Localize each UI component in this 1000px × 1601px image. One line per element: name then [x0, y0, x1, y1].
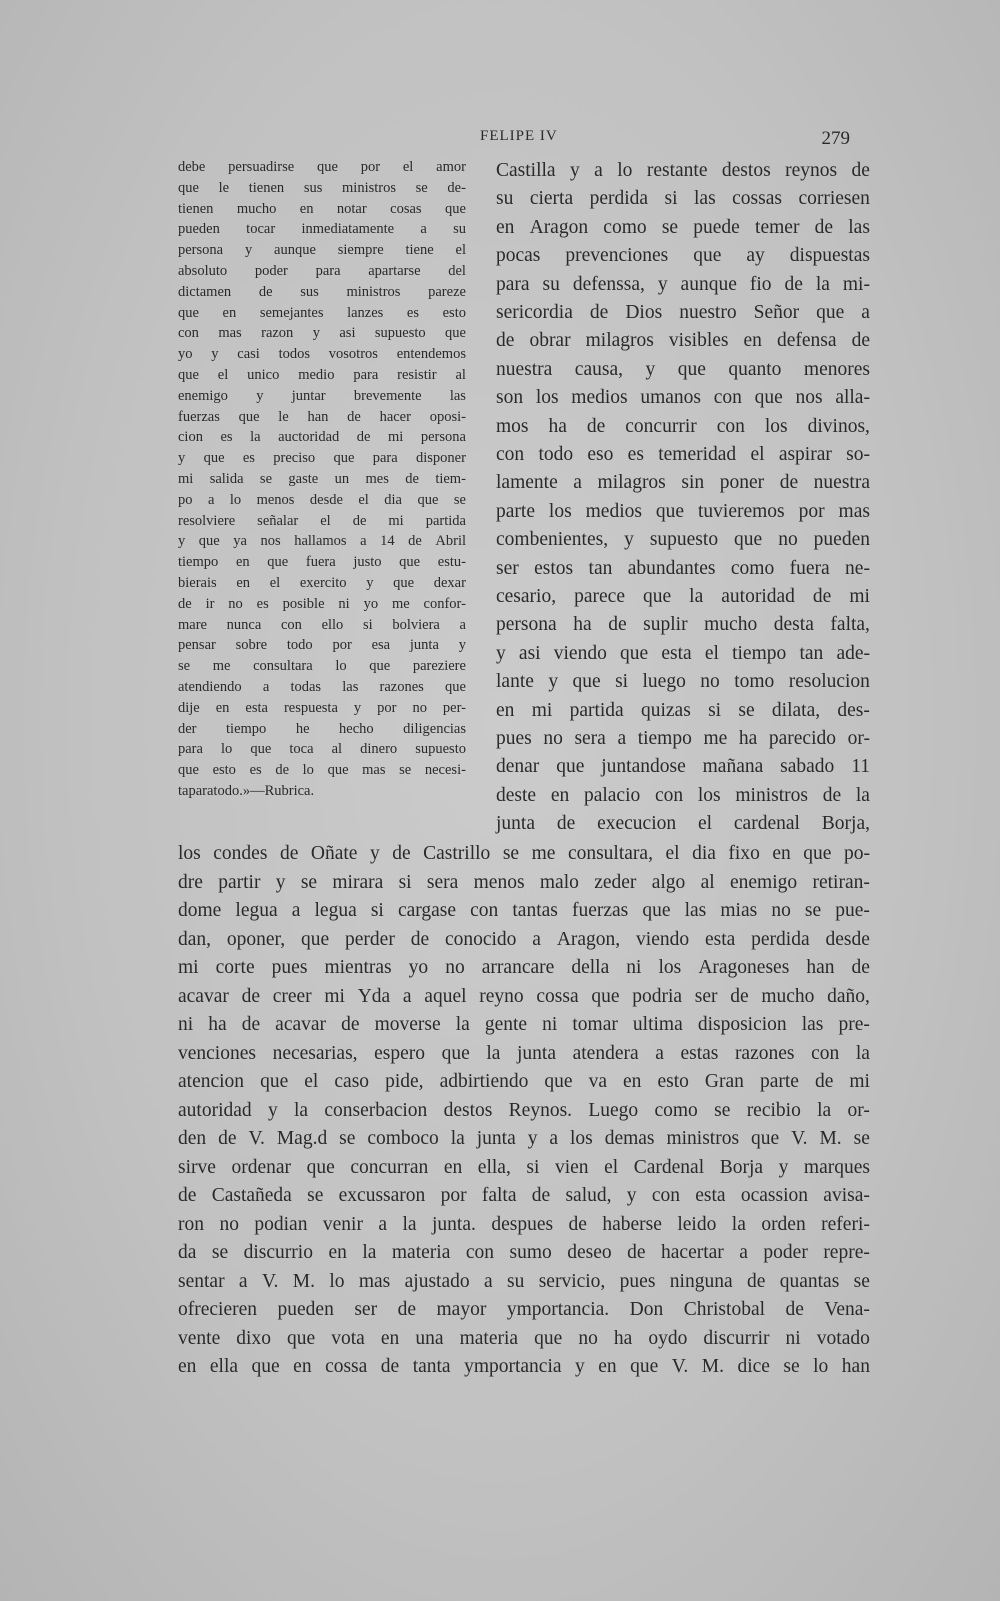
text-line: ta para todo.»—Rubrica.: [178, 783, 315, 799]
text-line: vente dixo que vota en una materia que no ha oydo discurrir ni votado: [178, 1327, 870, 1349]
text-line: denar que juntandose mañana sabado 11: [496, 756, 870, 778]
text-line: los condes de Oñate y de Castrillo se me consultara, el dia fixo en que po-: [178, 843, 870, 864]
text-line: dictamen de sus ministros pareze: [178, 283, 466, 300]
text-line: mos ha de concurrir con los divinos,: [496, 415, 870, 437]
text-line: combenientes, y supuesto que no pueden: [496, 529, 870, 551]
text-line: cion es la auctoridad de mi persona: [178, 429, 466, 446]
text-line: persona ha de suplir mucho desta falta,: [496, 614, 870, 636]
text-line: da se discurrio en la materia con sumo deseo de hacertar a poder repre-: [178, 1242, 870, 1263]
text-line: ni ha de acavar de moverse la gente ni tomar ultima disposicion las pre-: [178, 1014, 870, 1035]
text-line: ser estos tan abundantes como fuera ne-: [496, 557, 870, 579]
text-line: en ella que en cossa de tanta ymportancia y en que V. M. dice se lo han: [178, 1356, 870, 1377]
text-line: tienen mucho en notar cosas que: [178, 200, 466, 217]
text-line: que el unico medio para resistir al: [178, 367, 466, 383]
page-number: 279: [821, 128, 850, 149]
text-line: y asi viendo que esta el tiempo tan ade-: [496, 642, 870, 664]
text-line: para lo que toca al dinero supuesto: [178, 741, 466, 758]
text-line: pocas prevenciones que ay dispuestas: [496, 245, 870, 267]
text-line: persona y aunque siempre tiene el: [178, 242, 466, 259]
text-line: y que ya nos hallamos a 14 de Abril: [178, 533, 466, 550]
text-line: dre partir y se mirara si sera menos malo zeder algo al enemigo retiran-: [178, 871, 870, 893]
text-line: dije en esta respuesta y por no per-: [178, 699, 466, 716]
text-line: atendiendo a todas las razones que: [178, 679, 466, 695]
text-line: se me consultara lo que pareziere: [178, 658, 466, 675]
text-line: atencion que el caso pide, adbirtiendo que va en esto Gran parte de mi: [178, 1071, 870, 1092]
text-line: der tiempo he hecho diligencias: [178, 720, 466, 737]
text-line: bierais en el exercito y que dexar: [178, 575, 466, 591]
text-line: mi salida se gaste un mes de tiem-: [178, 471, 466, 487]
text-line: son los medios umanos con que nos alla-: [496, 387, 870, 409]
running-head-title: FELIPE IV: [480, 128, 558, 144]
text-line: con todo eso es temeridad el aspirar so-: [496, 444, 870, 465]
text-line: cesario, parece que la autoridad de mi: [496, 586, 870, 607]
text-line: ron no podian venir a la junta. despues de haberse leido la orden referi-: [178, 1213, 870, 1235]
text-line: dan, oponer, que perder de conocido a Aragon, viendo esta perdida desde: [178, 928, 870, 950]
text-line: enemigo y juntar brevemente las: [178, 387, 466, 404]
text-line: den de V. Mag.d se comboco la junta y a los demas ministros que V. M. se: [178, 1128, 870, 1149]
text-line: yo y casi todos vosotros entendemos: [178, 346, 466, 363]
text-line: de Castañeda se excussaron por falta de salud, y con esta ocassion avisa-: [178, 1185, 870, 1206]
text-line: para su defenssa, y aunque fio de la mi-: [496, 273, 870, 295]
text-line: pues no sera a tiempo me ha parecido or-: [496, 728, 870, 749]
text-line: que en semejantes lanzes es esto: [178, 304, 466, 321]
text-line: que esto es de lo que mas se necesi-: [178, 762, 466, 779]
text-line: lamente a milagros sin poner de nuestra: [496, 472, 870, 494]
text-line: en mi partida quizas si se dilata, des-: [496, 699, 870, 721]
text-line: parte los medios que tuvieremos por mas: [496, 500, 870, 522]
text-line: pensar sobre todo por esa junta y: [178, 637, 466, 654]
text-line: lante y que si luego no tomo resolucion: [496, 671, 870, 693]
text-line: y que es preciso que para disponer: [178, 450, 466, 467]
text-line: pueden tocar inmediatamente a su: [178, 221, 466, 238]
text-line: su cierta perdida si las cossas corriesen: [496, 188, 870, 210]
text-line: autoridad y la conserbacion destos Reynos. Luego como se recibio la or-: [178, 1099, 870, 1121]
text-line: debe persuadirse que por el amor: [178, 159, 466, 175]
text-line: Castilla y a lo restante destos reynos de: [496, 160, 870, 181]
text-line: tiempo en que fuera justo que estu-: [178, 554, 466, 571]
text-line: deste en palacio con los ministros de la: [496, 784, 870, 806]
text-line: mi corte pues mientras yo no arrancare della ni los Aragoneses han de: [178, 957, 870, 978]
text-line: ofrecieren pueden ser de mayor ymportancia. Don Christobal de Vena-: [178, 1299, 870, 1320]
text-line: dome legua a legua si cargase con tantas fuerzas que las mias no se pue-: [178, 900, 870, 921]
text-line: venciones necesarias, espero que la junta atendera a estas razones con la: [178, 1042, 870, 1064]
text-line: sericordia de Dios nuestro Señor que a: [496, 302, 870, 323]
text-line: que le tienen sus ministros se de-: [178, 179, 466, 196]
text-line: de ir no es posible ni yo me confor-: [178, 595, 466, 612]
text-line: po a lo menos desde el dia que se: [178, 491, 466, 508]
text-line: mare nunca con ello si bolviera a: [178, 616, 466, 633]
text-line: nuestra causa, y que quanto menores: [496, 358, 870, 380]
text-line: con mas razon y asi supuesto que: [178, 325, 466, 342]
text-line: sirve ordenar que concurran en ella, si vien el Cardenal Borja y marques: [178, 1156, 870, 1178]
text-line: sentar a V. M. lo mas ajustado a su servicio, pues ninguna de quantas se: [178, 1270, 870, 1292]
text-line: acavar de creer mi Yda a aquel reyno cossa que podria ser de mucho daño,: [178, 985, 870, 1007]
text-line: fuerzas que le han de hacer oposi-: [178, 408, 466, 425]
text-line: absoluto poder para apartarse del: [178, 263, 466, 279]
text-line: junta de execucion el cardenal Borja,: [496, 813, 870, 835]
text-line: en Aragon como se puede temer de las: [496, 216, 870, 238]
running-head: [480, 128, 900, 150]
text-line: resolviere señalar el de mi partida: [178, 512, 466, 529]
text-line: de obrar milagros visibles en defensa de: [496, 330, 870, 352]
